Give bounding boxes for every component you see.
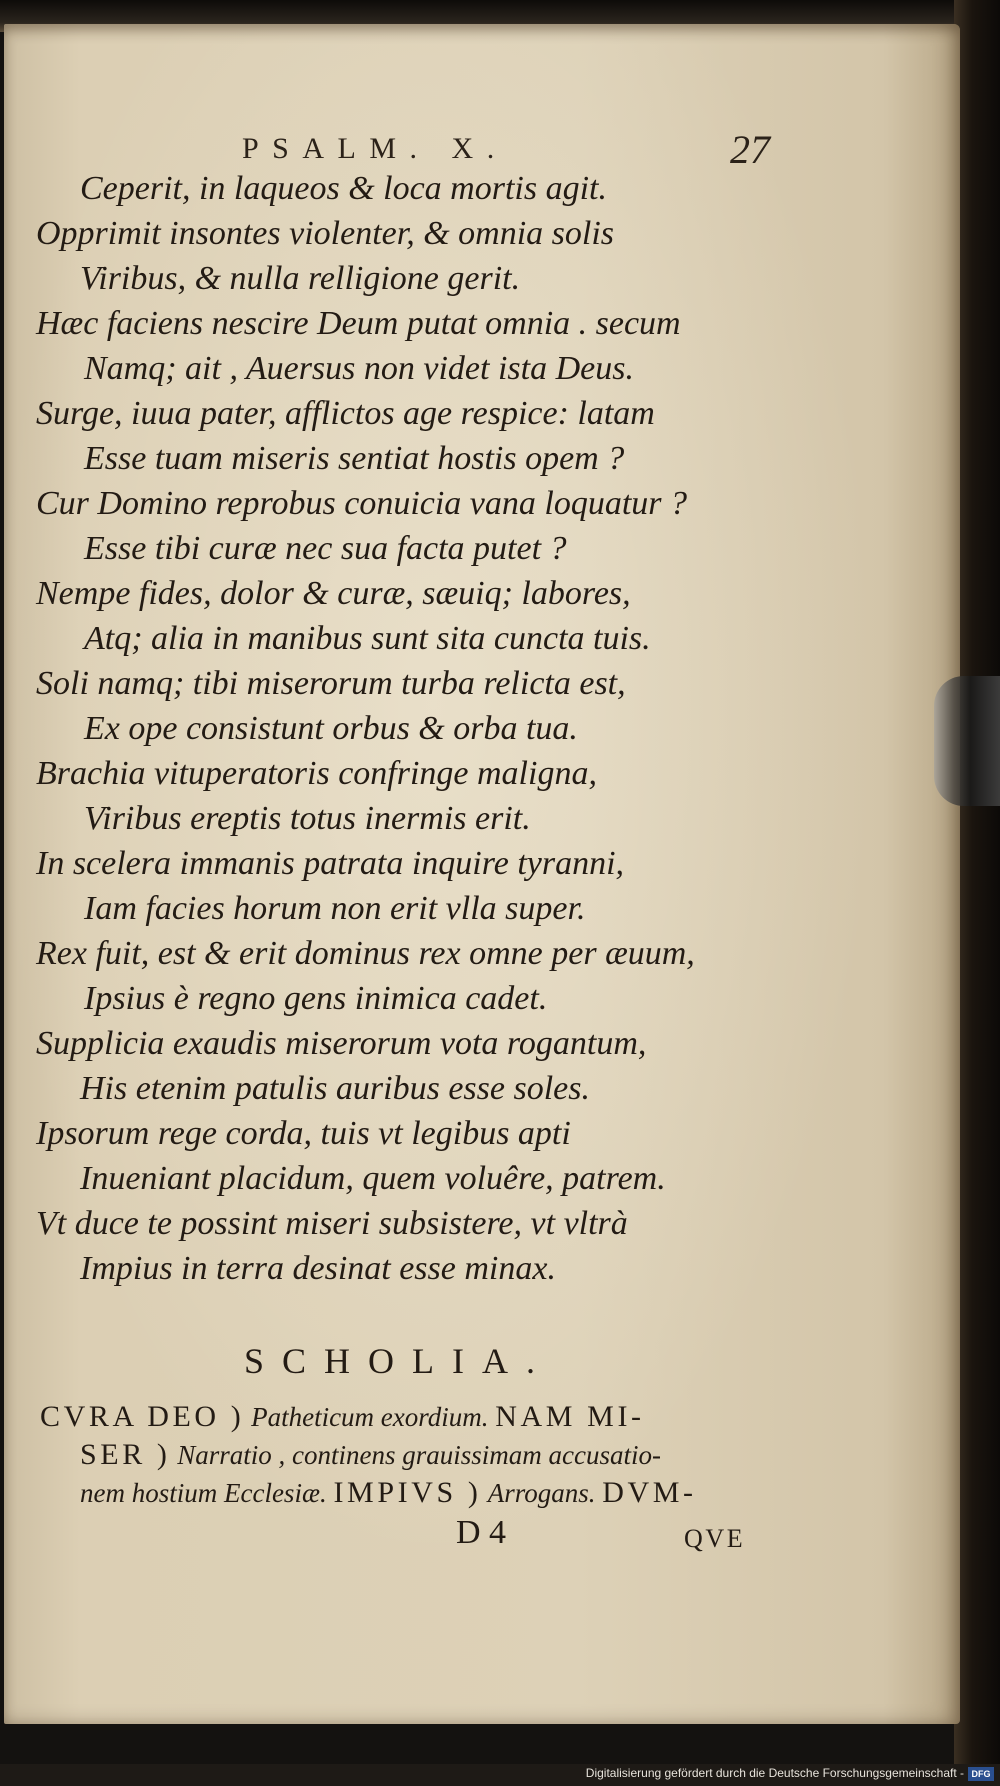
scholia-line bbox=[80, 1438, 661, 1472]
verse-line: Cur Domino reprobus conuicia vana loquatur ? bbox=[36, 485, 688, 522]
verse-line: Rex fuit, est & erit dominus rex omne per æuum, bbox=[36, 935, 695, 972]
lemma: NAM MI- bbox=[495, 1400, 645, 1433]
verse-line: Inueniant placidum, quem voluêre, patrem. bbox=[80, 1160, 666, 1197]
verse-line: Ipsius è regno gens inimica cadet. bbox=[84, 980, 548, 1017]
verse-line: Ex ope consistunt orbus & orba tua. bbox=[84, 710, 578, 747]
verse-line: Brachia vituperatoris confringe maligna, bbox=[36, 755, 597, 792]
verse-line: Viribus, & nulla relligione gerit. bbox=[80, 260, 521, 297]
lemma: SER ) bbox=[80, 1438, 171, 1471]
verse-line: Ceperit, in laqueos & loca mortis agit. bbox=[80, 170, 607, 207]
verse-line: Esse tibi curæ nec sua facta putet ? bbox=[84, 530, 567, 567]
lemma: CVRA DEO ) bbox=[40, 1400, 245, 1433]
scholia-line bbox=[40, 1400, 645, 1434]
verse-line: Surge, iuua pater, afflictos age respice: latam bbox=[36, 395, 655, 432]
lemma: IMPIVS ) bbox=[333, 1476, 482, 1509]
gloss: Narratio , continens grauissimam accusatio- bbox=[170, 1440, 662, 1470]
scholia-line bbox=[80, 1476, 697, 1510]
verse-line: Nempe fides, dolor & curæ, sæuiq; labores, bbox=[36, 575, 631, 612]
verse-line: In scelera immanis patrata inquire tyranni, bbox=[36, 845, 625, 882]
book-spine bbox=[954, 0, 1000, 1786]
verse-line: His etenim patulis auribus esse soles. bbox=[80, 1070, 590, 1107]
signature-mark: D 4 bbox=[456, 1514, 507, 1551]
gloss: Arrogans. bbox=[481, 1478, 603, 1508]
verse-line: Impius in terra desinat esse minax. bbox=[80, 1250, 556, 1287]
book-page bbox=[4, 24, 960, 1724]
dfg-logo-icon: DFG bbox=[968, 1767, 994, 1781]
verse-line: Iam facies horum non erit vlla super. bbox=[84, 890, 586, 927]
running-head: PSALM. X. bbox=[242, 132, 508, 165]
verse-line: Viribus ereptis totus inermis erit. bbox=[84, 800, 531, 837]
verse-line: Vt duce te possint miseri subsistere, vt vltrà bbox=[36, 1205, 628, 1242]
page-clip bbox=[934, 676, 1000, 806]
scholia-heading: SCHOLIA. bbox=[244, 1341, 554, 1381]
verse-line: Opprimit insontes violenter, & omnia solis bbox=[36, 215, 614, 252]
funding-credit: Digitalisierung gefördert durch die Deutsche Forschungsgemeinschaft - bbox=[585, 1766, 964, 1780]
verse-line: Esse tuam miseris sentiat hostis opem ? bbox=[84, 440, 625, 477]
gloss: Patheticum exordium. bbox=[244, 1402, 496, 1432]
verse-line: Soli namq; tibi miserorum turba relicta est, bbox=[36, 665, 626, 702]
verse-line: Ipsorum rege corda, tuis vt legibus apti bbox=[36, 1115, 571, 1152]
verse-line: Atq; alia in manibus sunt sita cuncta tuis. bbox=[84, 620, 651, 657]
catchword: QVE bbox=[684, 1524, 746, 1553]
verse-line: Namq; ait , Auersus non videt ista Deus. bbox=[84, 350, 634, 387]
gloss: nem hostium Ecclesiæ. bbox=[80, 1478, 334, 1508]
lemma: DVM- bbox=[602, 1476, 697, 1509]
verse-line: Supplicia exaudis miserorum vota rogantum, bbox=[36, 1025, 647, 1062]
verse-line: Hæc faciens nescire Deum putat omnia . secum bbox=[36, 305, 681, 342]
page-number: 27 bbox=[730, 127, 770, 172]
